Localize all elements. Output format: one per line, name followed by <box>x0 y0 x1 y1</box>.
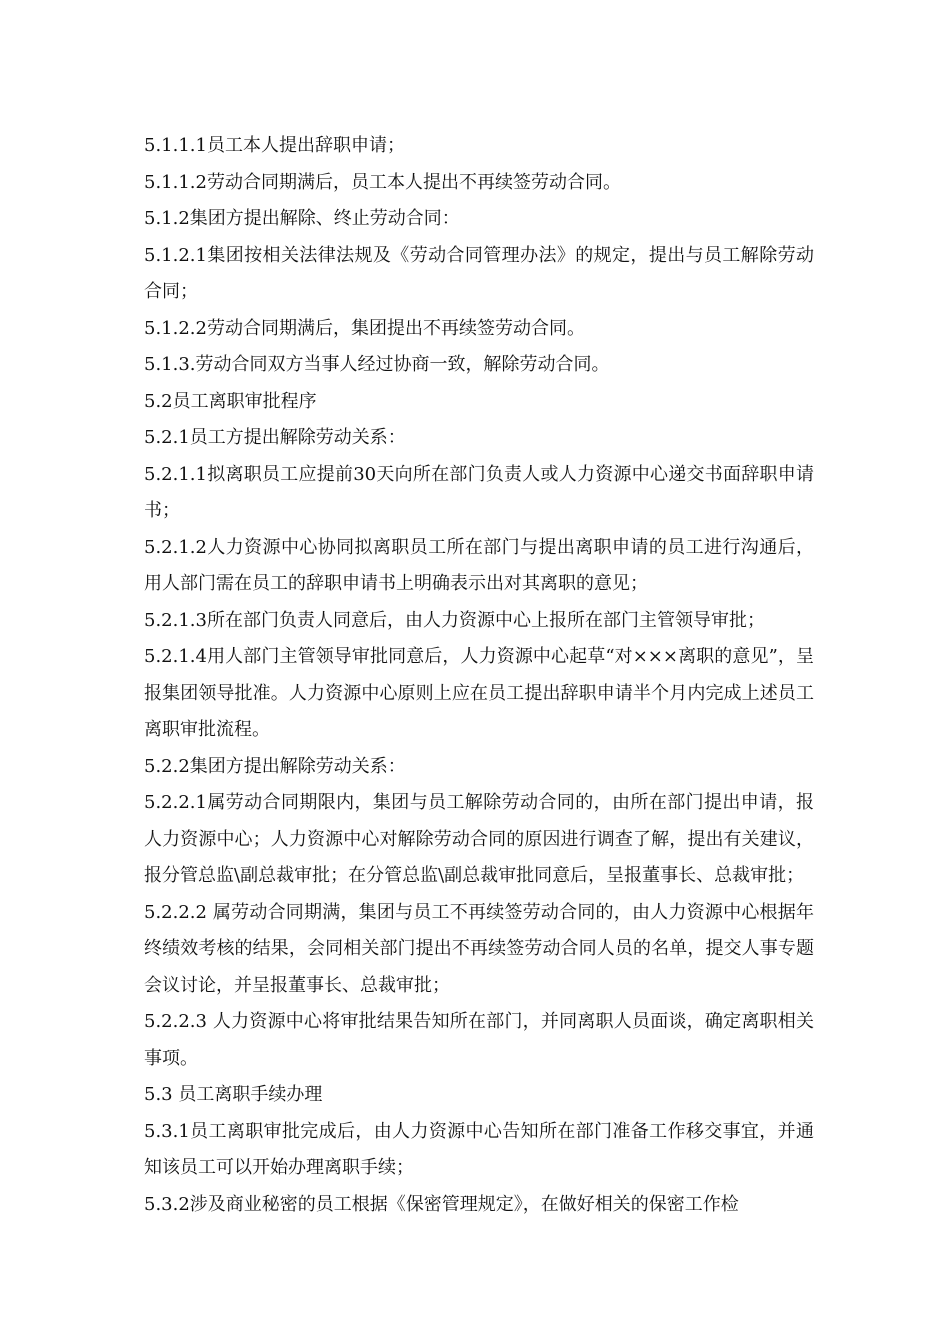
clause-5-3-1: 5.3.1员工离职审批完成后，由人力资源中心告知所在部门准备工作移交事宜，并通知该员工可以开始办理离职手续； <box>144 1120 814 1178</box>
clause-5-2-2-3: 5.2.2.3 人力资源中心将审批结果告知所在部门，并同离职人员面谈，确定离职相关事项。 <box>144 1011 814 1069</box>
clause-5-2-1-2: 5.2.1.2人力资源中心协同拟离职员工所在部门与提出离职申请的员工进行沟通后，用人部门需在员工的辞职申请书上明确表示出对其离职的意见； <box>144 536 814 594</box>
clause-5-1-2: 5.1.2集团方提出解除、终止劳动合同： <box>144 208 460 229</box>
clause-5-1-2-1: 5.1.2.1集团按相关法律法规及《劳动合同管理办法》的规定，提出与员工解除劳动合同； <box>144 244 814 302</box>
section-5-2-heading: 5.2员工离职审批程序 <box>144 390 317 412</box>
clause-5-1-1-2: 5.1.1.2劳动合同期满后，员工本人提出不再续签劳动合同。 <box>144 171 621 193</box>
clause-5-2-2-2: 5.2.2.2 属劳动合同期满，集团与员工不再续签劳动合同的，由人力资源中心根据年终绩效考核的结果，会同相关部门提出不再续签劳动合同人员的名单，提交人事专题会议讨论，并呈报董事长、总裁审批； <box>144 901 814 996</box>
clause-5-3-2: 5.3.2涉及商业秘密的员工根据《保密管理规定》，在做好相关的保密工作检 <box>144 1193 739 1215</box>
clause-5-1-1-1: 5.1.1.1员工本人提出辞职申请； <box>144 135 405 156</box>
section-5-3-heading: 5.3 员工离职手续办理 <box>144 1084 323 1105</box>
clause-5-2-2: 5.2.2集团方提出解除劳动关系： <box>144 755 406 777</box>
clause-5-2-2-1: 5.2.2.1属劳动合同期限内，集团与员工解除劳动合同的，由所在部门提出申请，报人力资源中心；人力资源中心对解除劳动合同的原因进行调查了解，提出有关建议，报分管总监\副总裁审批；在分管总监\副总裁审批同意后，呈报董事长、总裁审批； <box>144 792 814 886</box>
clause-5-2-1-4: 5.2.1.4用人部门主管领导审批同意后，人力资源中心起草“对×××离职的意见”，呈报集团领导批准。人力资源中心原则上应在员工提出辞职申请半个月内完成上述员工离职审批流程。 <box>144 646 814 740</box>
clause-5-1-3: 5.1.3.劳动合同双方当事人经过协商一致，解除劳动合同。 <box>144 354 610 375</box>
document-body <box>144 128 814 1223</box>
clause-5-2-1-3: 5.2.1.3所在部门负责人同意后，由人力资源中心上报所在部门主管领导审批； <box>144 609 765 631</box>
clause-5-2-1-1: 5.2.1.1拟离职员工应提前30天向所在部门负责人或人力资源中心递交书面辞职申请书； <box>144 463 814 521</box>
clause-5-1-2-2: 5.1.2.2劳动合同期满后，集团提出不再续签劳动合同。 <box>144 317 585 339</box>
clause-5-2-1: 5.2.1员工方提出解除劳动关系： <box>144 427 406 448</box>
